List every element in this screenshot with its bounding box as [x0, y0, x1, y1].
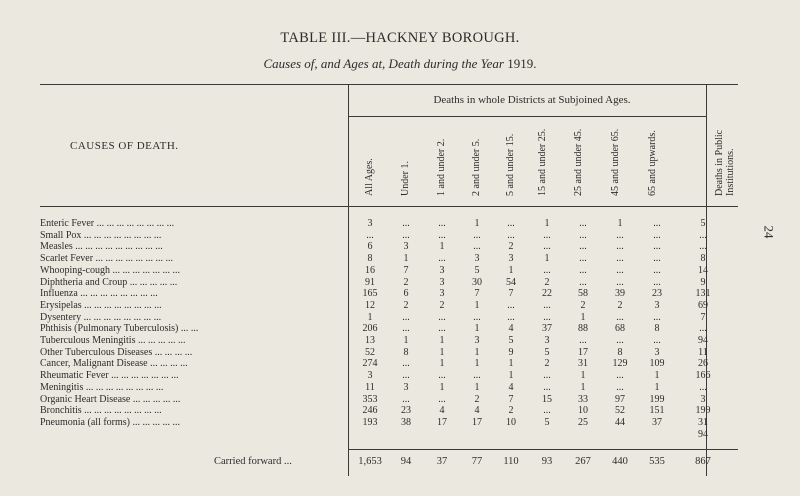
cause-label: Pneumonia (all forms) ... ... ... ... ... [40, 416, 180, 428]
table-cell: ... [579, 253, 587, 265]
table-cell: 17 [437, 416, 447, 428]
table-cell: 1 [439, 335, 445, 346]
table-row [40, 347, 738, 358]
table-cell: ... [579, 276, 587, 288]
table-cell: 6 [403, 288, 409, 300]
table-cell: ... [699, 381, 707, 393]
table-cell: 1 [580, 370, 586, 382]
table-cell: 5 [700, 218, 706, 229]
table-cell: 1 [367, 311, 373, 323]
table-cell: 30 [472, 276, 482, 288]
table-cell: 1 [544, 253, 550, 265]
table-cell: 3 [403, 381, 409, 393]
table-cell: 1 [403, 253, 409, 265]
table-cell: 8 [617, 346, 623, 358]
table-cell: 193 [362, 416, 378, 428]
table-cell: ... [616, 276, 624, 288]
table-cell: 33 [578, 393, 588, 405]
table-cell: ... [653, 241, 661, 253]
table-cell: 1 [580, 311, 586, 323]
table-cell: ... [579, 218, 587, 229]
header-bottom-rule [40, 206, 738, 207]
table-cell: 1 [474, 346, 480, 358]
table-cell: ... [402, 311, 410, 323]
cause-label: Tuberculous Meningitis ... ... ... ... ... [40, 335, 186, 346]
table-cell: ... [507, 311, 515, 323]
table-cell: 1 [474, 299, 480, 311]
table-cell: 4 [508, 323, 514, 335]
carried-forward-value: 77 [471, 456, 483, 467]
table-cell: ... [473, 229, 481, 241]
table-cell: ... [438, 253, 446, 265]
table-cell: ... [438, 311, 446, 323]
table-cell: 17 [578, 346, 588, 358]
cause-label: Small Pox ... ... ... ... ... ... ... ... [40, 229, 162, 241]
table-cell: 1 [544, 218, 550, 229]
table-cell: ... [653, 335, 661, 346]
table-cell: 3 [367, 370, 373, 382]
table-cell: ... [438, 393, 446, 405]
table-cell: 8 [367, 253, 373, 265]
table-cell: ... [699, 323, 707, 335]
table-cell: 1 [439, 358, 445, 370]
carried-forward-value: 267 [575, 456, 591, 467]
table-cell: 2 [474, 393, 480, 405]
cause-label: Phthisis (Pulmonary Tuberculosis) ... ... [40, 323, 199, 335]
table-cell: ... [579, 335, 587, 346]
table-cell: ... [543, 311, 551, 323]
table-cell: 3 [654, 346, 660, 358]
table-cell: ... [543, 229, 551, 241]
table-cell: 1 [508, 264, 514, 276]
table-row [40, 265, 738, 276]
table-cell: 3 [403, 241, 409, 253]
table-cell: 9 [508, 346, 514, 358]
table-cell: 23 [652, 288, 662, 300]
table-cell: ... [438, 229, 446, 241]
table-cell: 8 [654, 323, 660, 335]
table-cell: ... [543, 299, 551, 311]
cause-label: Whooping-cough ... ... ... ... ... ... ... [40, 264, 180, 276]
table-cell: ... [653, 264, 661, 276]
cause-label: Organic Heart Disease ... ... ... ... ... [40, 393, 181, 405]
table-cell: 1 [508, 358, 514, 370]
table-cell: 3 [474, 253, 480, 265]
table-cell: 17 [472, 416, 482, 428]
table-row [40, 405, 738, 416]
table-cell: ... [579, 229, 587, 241]
table-cell: 10 [578, 405, 588, 417]
table-cell: ... [438, 370, 446, 382]
column-header: 5 and under 15. [505, 133, 516, 196]
table-cell: 2 [508, 241, 514, 253]
table-row [40, 429, 738, 440]
carried-forward-value: 110 [503, 456, 519, 467]
table-subtitle [0, 56, 800, 72]
table-cell: ... [653, 253, 661, 265]
table-cell: ... [616, 229, 624, 241]
table-cell: ... [579, 264, 587, 276]
table-cell: 1 [474, 218, 480, 229]
table-cell: 3 [654, 299, 660, 311]
table-cell: 39 [615, 288, 625, 300]
carried-forward-value: 94 [400, 456, 412, 467]
table-cell: ... [473, 370, 481, 382]
table-cell: 3 [508, 253, 514, 265]
table-cell: ... [616, 253, 624, 265]
table-cell: 1 [508, 370, 514, 382]
table-row [40, 335, 738, 346]
table-cell: 165 [362, 288, 378, 300]
table-row [40, 230, 738, 241]
table-row [40, 241, 738, 252]
cause-label: Other Tuberculous Diseases ... ... ... ... [40, 346, 193, 358]
table-cell: 9 [700, 276, 706, 288]
table-cell: ... [616, 264, 624, 276]
table-row [40, 394, 738, 405]
table-cell: 2 [617, 299, 623, 311]
table-cell: ... [543, 405, 551, 417]
table-cell: ... [507, 299, 515, 311]
total-rule [348, 449, 738, 450]
table-cell: 2 [544, 276, 550, 288]
table-cell: 52 [615, 405, 625, 417]
table-cell: 7 [508, 288, 514, 300]
table-cell: 246 [362, 405, 378, 417]
carried-forward-value: 37 [436, 456, 448, 467]
table-cell: 131 [695, 288, 711, 300]
table-cell: 7 [700, 311, 706, 323]
cause-label: Enteric Fever ... ... ... ... ... ... ... ... [40, 218, 175, 229]
carried-forward-value: 1,653 [358, 456, 382, 467]
carried-forward-label: Carried forward ... [214, 456, 292, 467]
column-header: 2 and under 5. [471, 138, 482, 196]
table-cell: 94 [698, 335, 708, 346]
table-cell: ... [366, 229, 374, 241]
table-cell: 3 [439, 288, 445, 300]
table-cell: 2 [544, 358, 550, 370]
carried-forward-value: 867 [695, 456, 711, 467]
table-row [40, 417, 738, 428]
table-cell: 97 [615, 393, 625, 405]
subtitle-text: Causes of, and Ages at, Death during the Year [263, 56, 504, 71]
table-cell: ... [699, 241, 707, 253]
table-cell: ... [616, 381, 624, 393]
column-header: Under 1. [400, 161, 411, 196]
table-cell: 88 [578, 323, 588, 335]
table-cell: 151 [649, 405, 665, 417]
column-header: 15 and under 25. [537, 128, 548, 196]
column-header: 45 and under 65. [610, 128, 621, 196]
table-cell: 25 [578, 416, 588, 428]
carried-forward-value: 440 [612, 456, 628, 467]
table-row [40, 288, 738, 299]
table-cell: ... [402, 218, 410, 229]
table-cell: 68 [615, 323, 625, 335]
table-cell: ... [616, 241, 624, 253]
table-cell: ... [473, 311, 481, 323]
table-cell: 54 [506, 276, 516, 288]
column-header: Deaths in Public Institutions. [714, 129, 736, 196]
table-cell: 91 [365, 276, 375, 288]
table-cell: 15 [542, 393, 552, 405]
table-cell: 31 [578, 358, 588, 370]
table-cell: 2 [403, 276, 409, 288]
cause-label: Scarlet Fever ... ... ... ... ... ... ... ... [40, 253, 174, 265]
table-cell: ... [543, 264, 551, 276]
table-cell: 58 [578, 288, 588, 300]
table-row [40, 358, 738, 369]
table-cell: 11 [365, 381, 375, 393]
table-cell: 1 [474, 323, 480, 335]
table-cell: ... [616, 311, 624, 323]
column-header: 65 and upwards. [647, 130, 658, 196]
table-cell: 3 [439, 276, 445, 288]
table-cell: 37 [652, 416, 662, 428]
table-cell: 1 [617, 218, 623, 229]
table-cell: ... [616, 370, 624, 382]
column-header: 25 and under 45. [573, 128, 584, 196]
column-header: 1 and under 2. [436, 138, 447, 196]
table-cell: 94 [698, 428, 708, 440]
subtitle-year: 1919. [507, 56, 537, 71]
table-cell: 166 [695, 370, 711, 382]
table-cell: 3 [544, 335, 550, 346]
table-cell: 38 [401, 416, 411, 428]
table-cell: 4 [508, 381, 514, 393]
table-cell: ... [438, 218, 446, 229]
table-cell: 1 [439, 241, 445, 253]
table-cell: 3 [700, 393, 706, 405]
table-cell: 13 [365, 335, 375, 346]
table-row [40, 253, 738, 264]
cause-label: Rheumatic Fever ... ... ... ... ... ... ... [40, 370, 179, 382]
cause-label: Influenza ... ... ... ... ... ... ... ... [40, 288, 158, 300]
table-cell: 353 [362, 393, 378, 405]
table-cell: 31 [698, 416, 708, 428]
table-cell: 5 [544, 416, 550, 428]
cause-label: Erysipelas ... ... ... ... ... ... ... ... [40, 299, 162, 311]
table-cell: 5 [508, 335, 514, 346]
table-cell: ... [543, 381, 551, 393]
table-cell: ... [473, 241, 481, 253]
table-cell: ... [616, 335, 624, 346]
table-cell: 3 [474, 335, 480, 346]
table-row [40, 370, 738, 381]
group-rule [348, 116, 706, 117]
cause-label: Dysentery ... ... ... ... ... ... ... ... [40, 311, 162, 323]
table-cell: 3 [439, 264, 445, 276]
table-cell: 5 [544, 346, 550, 358]
table-cell: ... [507, 218, 515, 229]
table-cell: 10 [506, 416, 516, 428]
cause-label: Diphtheria and Croup ... ... ... ... ... [40, 276, 178, 288]
table-row [40, 218, 738, 229]
table-cell: 12 [365, 299, 375, 311]
table-cell: 11 [698, 346, 708, 358]
table-cell: 52 [365, 346, 375, 358]
table-row [40, 382, 738, 393]
table-cell: 8 [403, 346, 409, 358]
table-row [40, 323, 738, 334]
table-cell: ... [653, 276, 661, 288]
table-cell: 7 [508, 393, 514, 405]
table-cell: 2 [403, 299, 409, 311]
table-cell: ... [507, 229, 515, 241]
table-cell: ... [653, 218, 661, 229]
table-cell: 206 [362, 323, 378, 335]
table-cell: 26 [698, 358, 708, 370]
table-cell: 7 [403, 264, 409, 276]
table-cell: 1 [474, 358, 480, 370]
table-cell: 4 [474, 405, 480, 417]
table-cell: 44 [615, 416, 625, 428]
page-number: 24 [761, 225, 777, 239]
table-cell: ... [543, 370, 551, 382]
table-cell: 199 [649, 393, 665, 405]
table-cell: ... [653, 311, 661, 323]
table-cell: 14 [698, 264, 708, 276]
table-cell: 37 [542, 323, 552, 335]
table-row [40, 300, 738, 311]
deaths-group-heading: Deaths in whole Districts at Subjoined Ages. [433, 94, 631, 106]
table-cell: 23 [401, 405, 411, 417]
table-cell: ... [402, 370, 410, 382]
table-cell: 1 [474, 381, 480, 393]
table-cell: 7 [474, 288, 480, 300]
table-cell: 129 [612, 358, 628, 370]
cause-label: Bronchitis ... ... ... ... ... ... ... ... [40, 405, 162, 417]
table-cell: 16 [365, 264, 375, 276]
table-cell: ... [579, 241, 587, 253]
table-cell: 69 [698, 299, 708, 311]
table-cell: 109 [649, 358, 665, 370]
table-cell: 1 [580, 381, 586, 393]
table-cell: ... [438, 323, 446, 335]
table-cell: 8 [700, 253, 706, 265]
table-cell: 2 [580, 299, 586, 311]
table-cell: 3 [367, 218, 373, 229]
causes-heading: CAUSES OF DEATH. [70, 140, 179, 152]
table-cell: 6 [367, 241, 373, 253]
table-cell: 1 [654, 381, 660, 393]
table-cell: 2 [439, 299, 445, 311]
table-title: TABLE III.—HACKNEY BOROUGH. [280, 30, 520, 46]
table-cell: 199 [695, 405, 711, 417]
table-cell: ... [402, 358, 410, 370]
table-cell: ... [402, 229, 410, 241]
table-cell: ... [402, 323, 410, 335]
table-cell: 5 [474, 264, 480, 276]
carried-forward-value: 93 [541, 456, 553, 467]
table-top-rule [40, 84, 738, 85]
table-row [40, 312, 738, 323]
table-cell: ... [402, 393, 410, 405]
carried-forward-value: 535 [649, 456, 665, 467]
table-row [40, 277, 738, 288]
table-cell: 1 [403, 335, 409, 346]
table-cell: 1 [439, 381, 445, 393]
cause-label: Meningitis ... ... ... ... ... ... ... ... [40, 381, 164, 393]
table-cell: 1 [654, 370, 660, 382]
table-cell: 2 [508, 405, 514, 417]
cause-label: Cancer, Malignant Disease ... ... ... ... [40, 358, 188, 370]
table-cell: 274 [362, 358, 378, 370]
table-cell: ... [699, 229, 707, 241]
table-cell: ... [653, 229, 661, 241]
table-cell: 4 [439, 405, 445, 417]
column-header: All Ages. [364, 158, 375, 196]
table-cell: ... [543, 241, 551, 253]
cause-label: Measles ... ... ... ... ... ... ... ... ... [40, 241, 163, 253]
table-cell: 1 [439, 346, 445, 358]
table-cell: 22 [542, 288, 552, 300]
